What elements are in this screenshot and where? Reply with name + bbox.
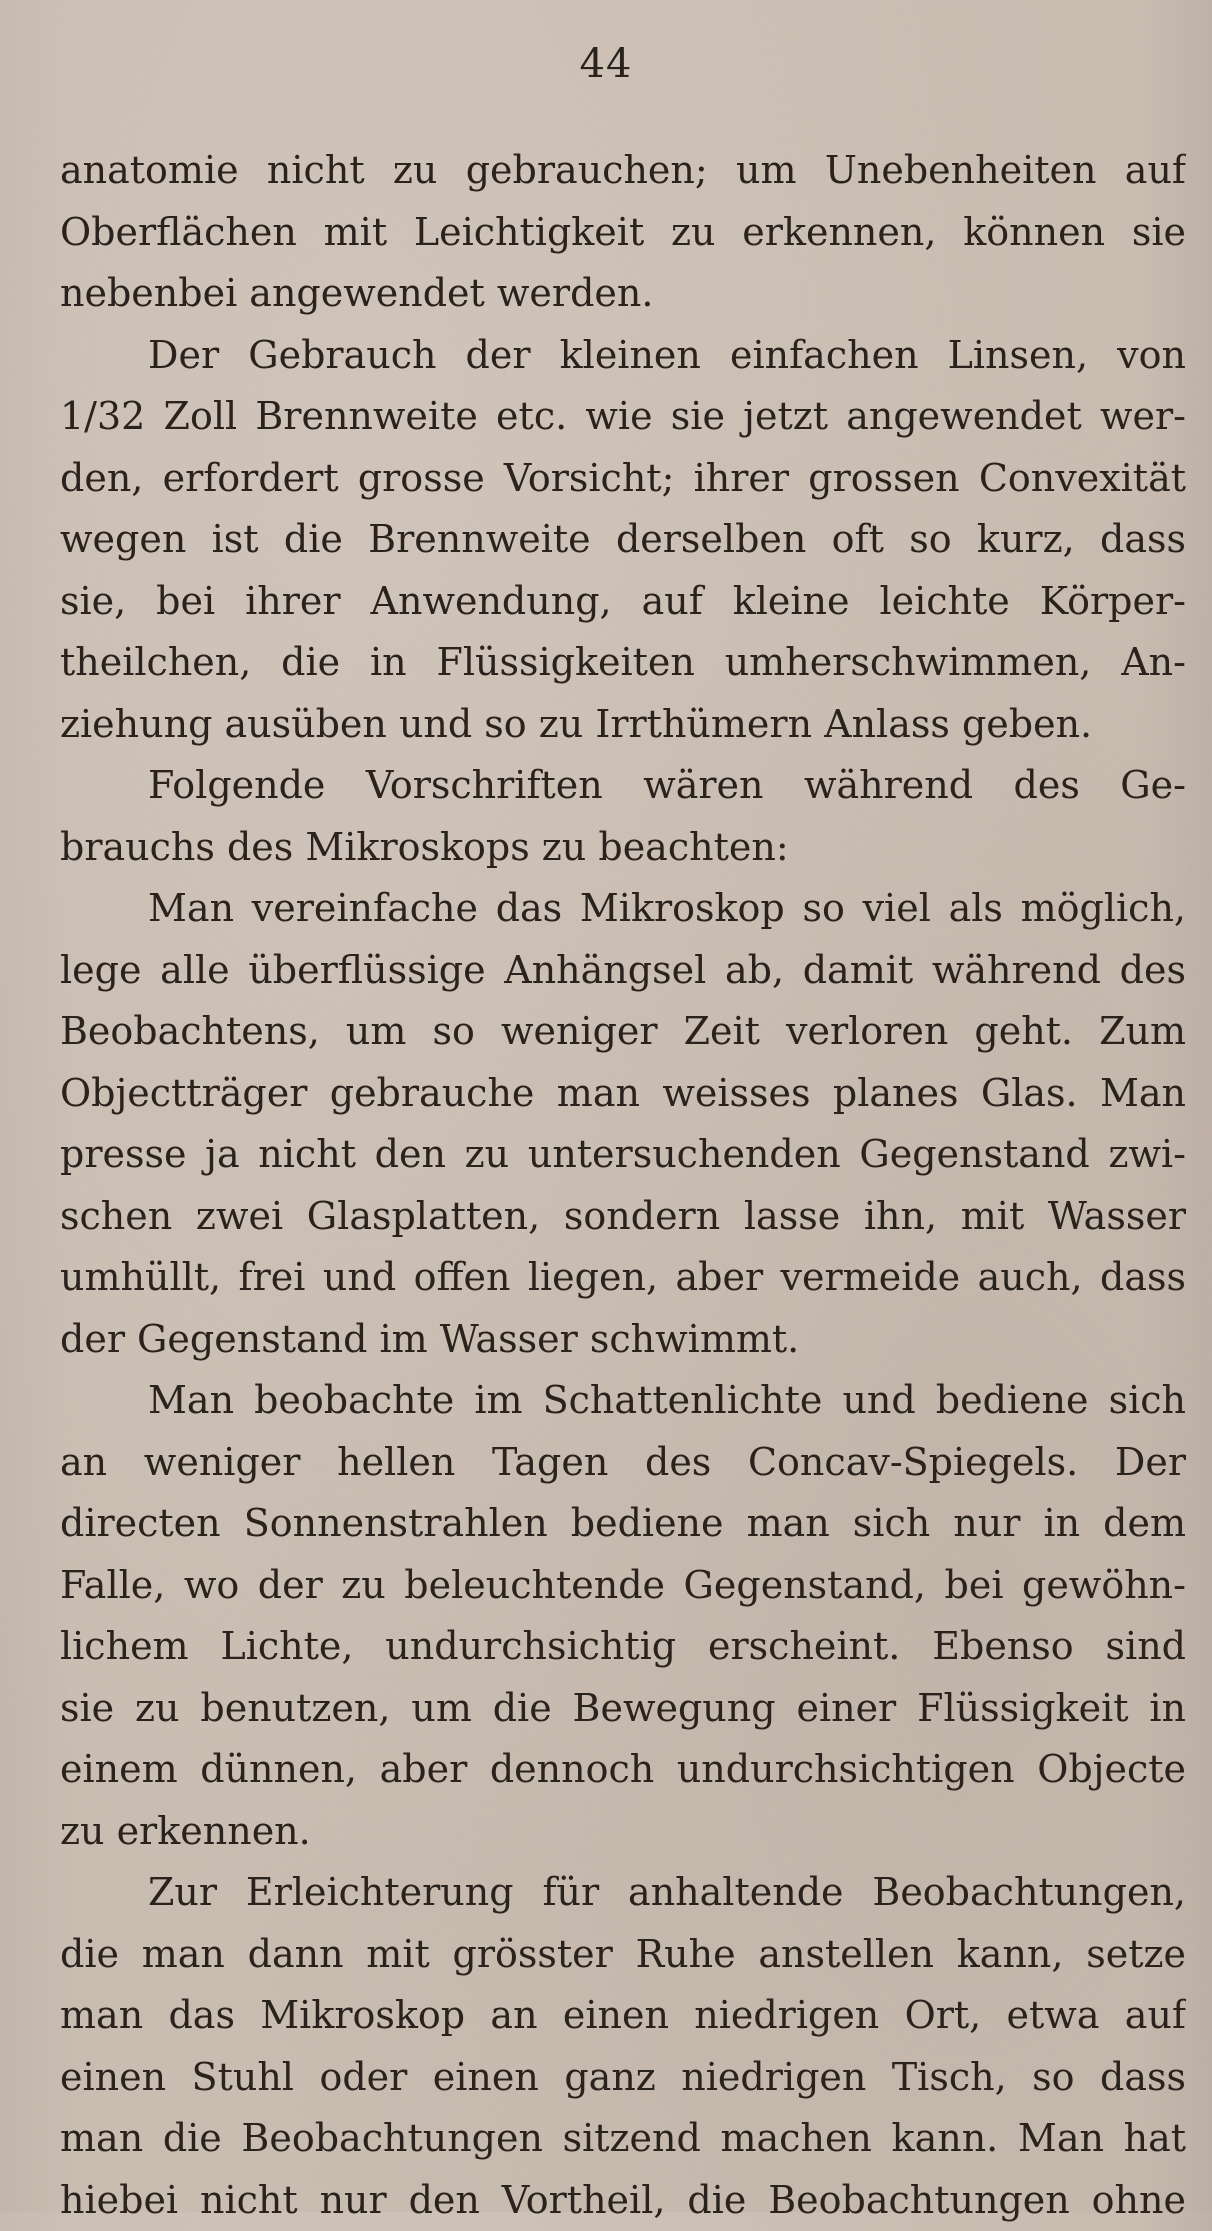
body-text bbox=[60, 140, 1186, 2231]
page-number: 44 bbox=[0, 44, 1212, 84]
text-line: einen Stuhl oder einen ganz niedrigen Tisch, so dass bbox=[60, 2047, 1186, 2109]
text-line: Der Gebrauch der kleinen einfachen Linsen, von bbox=[60, 325, 1186, 387]
text-line: Beobachtens, um so weniger Zeit verloren geht. Zum bbox=[60, 1001, 1186, 1063]
text-line: Objectträger gebrauche man weisses planes Glas. Man bbox=[60, 1063, 1186, 1125]
text-line: brauchs des Mikroskops zu beachten: bbox=[60, 817, 1186, 879]
text-line: theilchen, die in Flüssigkeiten umherschwimmen, An- bbox=[60, 632, 1186, 694]
text-line: den, erfordert grosse Vorsicht; ihrer grossen Convexität bbox=[60, 448, 1186, 510]
text-line: einem dünnen, aber dennoch undurchsichtigen Objecte bbox=[60, 1739, 1186, 1801]
text-line: lege alle überflüssige Anhängsel ab, damit während des bbox=[60, 940, 1186, 1002]
text-line: hiebei nicht nur den Vortheil, die Beobachtungen ohne bbox=[60, 2170, 1186, 2231]
text-line: ziehung ausüben und so zu Irrthümern Anlass geben. bbox=[60, 694, 1186, 756]
text-line: directen Sonnenstrahlen bediene man sich nur in dem bbox=[60, 1493, 1186, 1555]
text-line: umhüllt, frei und offen liegen, aber vermeide auch, dass bbox=[60, 1247, 1186, 1309]
text-line: nebenbei angewendet werden. bbox=[60, 263, 1186, 325]
text-line: man das Mikroskop an einen niedrigen Ort, etwa auf bbox=[60, 1985, 1186, 2047]
text-line: 1/32 Zoll Brennweite etc. wie sie jetzt angewendet wer- bbox=[60, 386, 1186, 448]
text-line: die man dann mit grösster Ruhe anstellen kann, setze bbox=[60, 1924, 1186, 1986]
text-line: sie zu benutzen, um die Bewegung einer Flüssigkeit in bbox=[60, 1678, 1186, 1740]
text-line: presse ja nicht den zu untersuchenden Gegenstand zwi- bbox=[60, 1124, 1186, 1186]
text-line: der Gegenstand im Wasser schwimmt. bbox=[60, 1309, 1186, 1371]
text-line: Zur Erleichterung für anhaltende Beobachtungen, bbox=[60, 1862, 1186, 1924]
text-line: man die Beobachtungen sitzend machen kann. Man hat bbox=[60, 2108, 1186, 2170]
text-line: wegen ist die Brennweite derselben oft so kurz, dass bbox=[60, 509, 1186, 571]
text-line: Falle, wo der zu beleuchtende Gegenstand, bei gewöhn- bbox=[60, 1555, 1186, 1617]
text-line: Folgende Vorschriften wären während des Ge- bbox=[60, 755, 1186, 817]
text-line: schen zwei Glasplatten, sondern lasse ihn, mit Wasser bbox=[60, 1186, 1186, 1248]
text-line: Oberflächen mit Leichtigkeit zu erkennen, können sie bbox=[60, 202, 1186, 264]
text-line: sie, bei ihrer Anwendung, auf kleine leichte Körper- bbox=[60, 571, 1186, 633]
text-line: Man beobachte im Schattenlichte und bediene sich bbox=[60, 1370, 1186, 1432]
text-line: an weniger hellen Tagen des Concav-Spiegels. Der bbox=[60, 1432, 1186, 1494]
text-line: Man vereinfache das Mikroskop so viel als möglich, bbox=[60, 878, 1186, 940]
text-line: lichem Lichte, undurchsichtig erscheint. Ebenso sind bbox=[60, 1616, 1186, 1678]
text-line: zu erkennen. bbox=[60, 1801, 1186, 1863]
text-line: anatomie nicht zu gebrauchen; um Unebenheiten auf bbox=[60, 140, 1186, 202]
